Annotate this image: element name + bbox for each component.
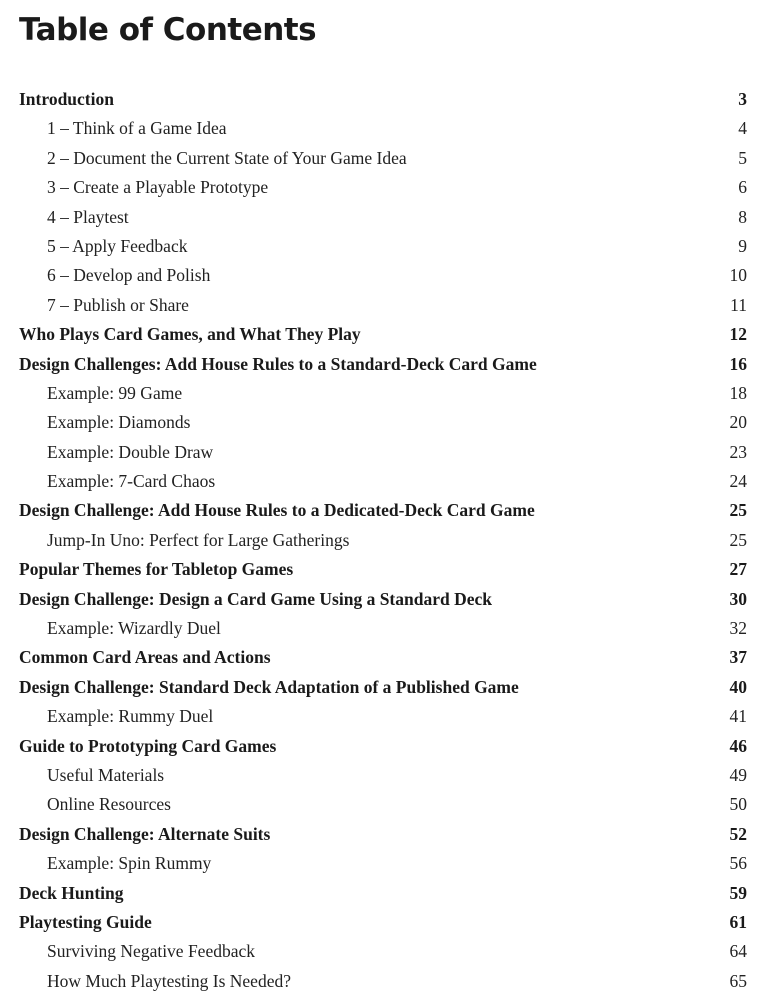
toc-entry-page-number: 59 (729, 882, 747, 903)
toc-section-entry[interactable] (0, 85, 780, 114)
toc-entry-page-number: 52 (729, 823, 747, 844)
toc-entry-label: Example: Rummy Duel (47, 706, 214, 727)
toc-entry-label: 4 – Playtest (47, 206, 129, 227)
toc-subsection-entry[interactable] (0, 849, 780, 878)
toc-subsection-entry[interactable] (0, 291, 780, 320)
toc-entry-label: 2 – Document the Current State of Your Game Idea (47, 147, 407, 168)
toc-subsection-entry[interactable] (0, 203, 780, 232)
toc-entry-label: How Much Playtesting Is Needed? (47, 970, 291, 991)
toc-entry-label: Example: Spin Rummy (47, 853, 212, 874)
toc-entry-page-number: 50 (729, 794, 747, 815)
toc-entry-page-number: 56 (729, 853, 747, 874)
toc-entry-label: Example: Double Draw (47, 441, 214, 462)
toc-section-entry[interactable] (0, 673, 780, 702)
toc-entry-page-number: 37 (729, 647, 747, 668)
toc-subsection-entry[interactable] (0, 379, 780, 408)
toc-section-entry[interactable] (0, 555, 780, 584)
toc-entry-label: Introduction (19, 89, 114, 109)
toc-entry-page-number: 30 (729, 588, 747, 609)
toc-entry-label: Design Challenge: Design a Card Game Using a Standard Deck (19, 588, 493, 609)
toc-entry-page-number: 65 (729, 970, 747, 991)
toc-entry-label: 6 – Develop and Polish (47, 265, 211, 286)
toc-entry-page-number: 49 (729, 764, 747, 785)
toc-entry-label: 3 – Create a Playable Prototype (47, 177, 269, 198)
toc-entry-label: Design Challenge: Alternate Suits (19, 823, 271, 844)
toc-entry-page-number: 61 (729, 911, 747, 932)
toc-entry-page-number: 3 (738, 89, 747, 109)
toc-entry-label: Example: Wizardly Duel (47, 618, 221, 639)
toc-entry-label: Common Card Areas and Actions (19, 647, 271, 668)
toc-section-entry[interactable] (0, 320, 780, 349)
toc-entry-label: Guide to Prototyping Card Games (19, 735, 277, 756)
toc-section-entry[interactable] (0, 732, 780, 761)
toc-section-entry[interactable] (0, 908, 780, 937)
toc-entry-page-number: 4 (738, 118, 747, 139)
toc-entry-label: Jump-In Uno: Perfect for Large Gatherings (47, 529, 350, 550)
toc-subsection-entry[interactable] (0, 702, 780, 731)
toc-entry-page-number: 23 (729, 441, 747, 462)
toc-subsection-entry[interactable] (0, 761, 780, 790)
toc-entry-label: Popular Themes for Tabletop Games (19, 559, 294, 580)
toc-section-entry[interactable] (0, 879, 780, 908)
toc-entry-label: 7 – Publish or Share (47, 294, 189, 315)
toc-entry-page-number: 46 (729, 735, 747, 756)
toc-entry-label: Online Resources (47, 794, 171, 815)
toc-subsection-entry[interactable] (0, 467, 780, 496)
toc-entry-label: Playtesting Guide (19, 911, 152, 932)
toc-subsection-entry[interactable] (0, 526, 780, 555)
page-title: Table of Contents (19, 12, 317, 48)
toc-entry-page-number: 18 (729, 382, 747, 403)
toc-subsection-entry[interactable] (0, 408, 780, 437)
toc-entry-label: Design Challenge: Standard Deck Adaptation of a Published Game (19, 676, 519, 697)
toc-entry-page-number: 40 (729, 676, 747, 697)
toc-list (0, 85, 780, 996)
toc-subsection-entry[interactable] (0, 438, 780, 467)
toc-section-entry[interactable] (0, 350, 780, 379)
toc-entry-label: Example: 99 Game (47, 382, 183, 403)
toc-entry-label: Design Challenges: Add House Rules to a Standard-Deck Card Game (19, 353, 537, 374)
toc-section-entry[interactable] (0, 643, 780, 672)
toc-entry-label: Example: Diamonds (47, 412, 191, 433)
toc-entry-page-number: 11 (730, 294, 747, 315)
toc-subsection-entry[interactable] (0, 937, 780, 966)
toc-subsection-entry[interactable] (0, 967, 780, 996)
toc-entry-page-number: 12 (729, 324, 747, 345)
toc-section-entry[interactable] (0, 585, 780, 614)
toc-entry-label: Design Challenge: Add House Rules to a Dedicated-Deck Card Game (19, 500, 535, 521)
toc-entry-page-number: 8 (738, 206, 747, 227)
toc-subsection-entry[interactable] (0, 790, 780, 819)
toc-entry-label: Deck Hunting (19, 882, 124, 903)
toc-subsection-entry[interactable] (0, 144, 780, 173)
toc-section-entry[interactable] (0, 820, 780, 849)
toc-entry-page-number: 16 (729, 353, 747, 374)
toc-subsection-entry[interactable] (0, 114, 780, 143)
toc-entry-page-number: 32 (729, 618, 747, 639)
toc-entry-label: Surviving Negative Feedback (47, 941, 256, 962)
toc-entry-page-number: 9 (738, 235, 747, 256)
toc-entry-page-number: 5 (738, 147, 747, 168)
toc-subsection-entry[interactable] (0, 232, 780, 261)
toc-entry-page-number: 25 (729, 500, 747, 521)
toc-entry-page-number: 64 (729, 941, 747, 962)
toc-entry-page-number: 25 (729, 529, 747, 550)
toc-entry-page-number: 10 (729, 265, 747, 286)
toc-entry-page-number: 41 (729, 706, 747, 727)
toc-entry-label: Useful Materials (47, 764, 165, 785)
toc-entry-page-number: 24 (729, 471, 747, 492)
toc-entry-label: 1 – Think of a Game Idea (47, 118, 227, 139)
toc-section-entry[interactable] (0, 496, 780, 525)
toc-subsection-entry[interactable] (0, 614, 780, 643)
toc-entry-label: Example: 7-Card Chaos (47, 471, 216, 492)
toc-entry-page-number: 27 (729, 559, 747, 580)
toc-entry-page-number: 6 (738, 177, 747, 198)
toc-subsection-entry[interactable] (0, 173, 780, 202)
toc-subsection-entry[interactable] (0, 261, 780, 290)
toc-entry-label: Who Plays Card Games, and What They Play (19, 324, 361, 345)
toc-entry-label: 5 – Apply Feedback (47, 235, 188, 256)
toc-entry-page-number: 20 (729, 412, 747, 433)
